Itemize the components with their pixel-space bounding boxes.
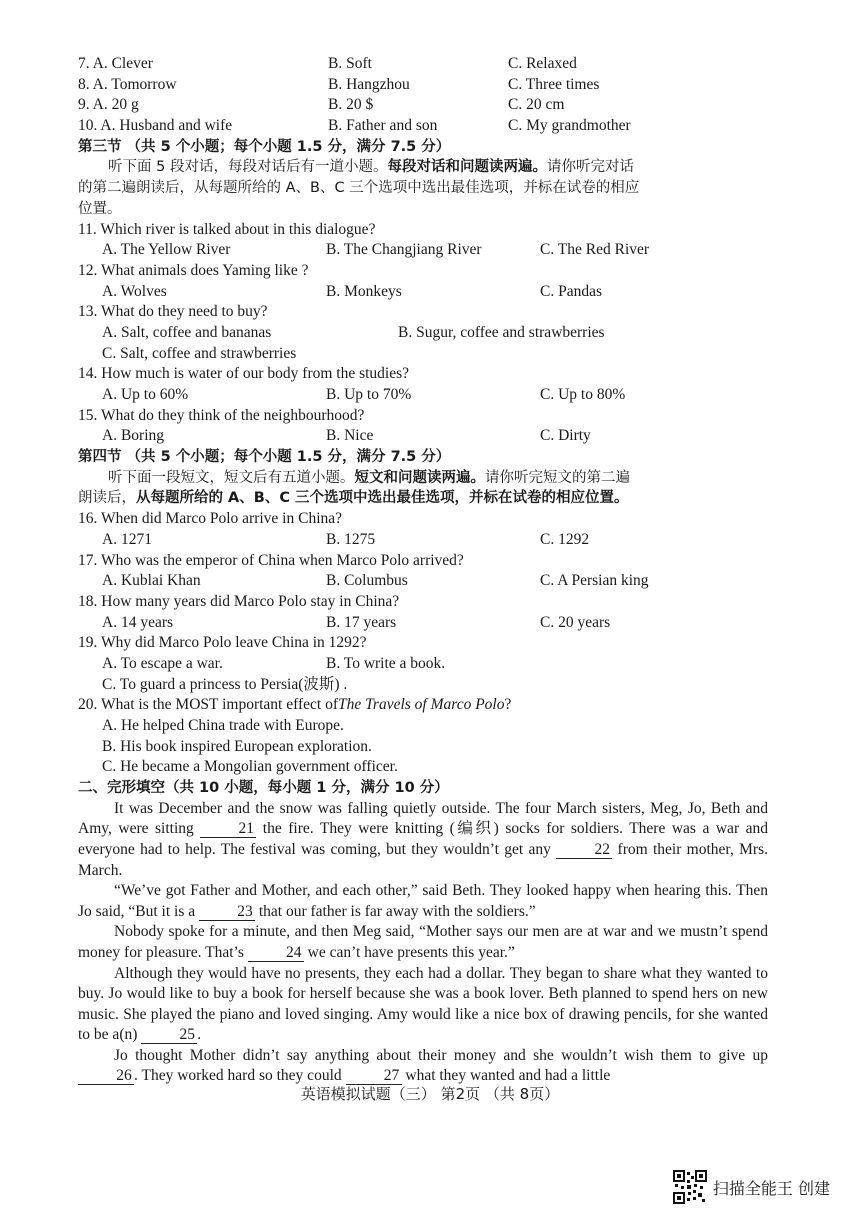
option-a: 10. A. Husband and wife — [78, 117, 233, 135]
section4-heading: 第四节 （共 5 个小题；每个小题 1.5 分，满分 7.5 分） — [78, 449, 451, 466]
option-b: B. 17 years — [326, 613, 397, 631]
option-a: A. Salt, coffee and bananas — [102, 323, 272, 341]
question-14: 14. How much is water of our body from the studies? — [78, 365, 410, 383]
passage-text: . They worked hard so they could — [134, 1067, 342, 1085]
option-b: B. His book inspired European exploration. — [102, 737, 372, 755]
question-16: 16. When did Marco Polo arrive in China? — [78, 510, 343, 528]
section4-instruction-part: 请你听完短文的第二遍 — [485, 469, 630, 486]
option-c: C. A Persian king — [540, 572, 649, 590]
section3-instruction-bold: 每段对话和问题读两遍。 — [387, 159, 547, 176]
blank-26: 26 — [78, 1067, 134, 1085]
option-a: A. The Yellow River — [102, 241, 231, 259]
passage-text: “We’ve got Father and Mother, and each other,” said Beth. They looked happy when hearing this. Then Jo said, “But it is a — [78, 882, 768, 920]
watermark-text: 扫描全能王 创建 — [712, 1178, 830, 1198]
blank-25: 25 — [141, 1026, 197, 1044]
cloze-paragraph-4 — [78, 964, 768, 1046]
cloze-heading: 二、完形填空（共 10 小题，每小题 1 分，满分 10 分） — [78, 780, 449, 797]
passage-text: Although they would have no presents, they each had a dollar. They began to share what they wanted to buy. Jo would like to buy a book for herself because she was a book lover. Beth planned to spend hers on new music. She played the piano and loved singing. Amy would like a nice box of drawing pencils, for she wanted to be a(n) — [78, 964, 768, 1044]
question-13-options — [78, 323, 768, 344]
question-17: 17. Who was the emperor of China when Marco Polo arrived? — [78, 551, 464, 569]
question-11: 11. Which river is talked about in this dialogue? — [78, 220, 376, 238]
passage-text: . — [197, 1026, 202, 1044]
section3-instruction-part: 听下面 5 段对话，每段对话后有一道小题。 — [108, 159, 388, 176]
question-17-options — [78, 571, 768, 592]
page-footer: 英语模拟试题（三） 第2页 （共 8页） — [300, 1085, 560, 1103]
scanner-watermark — [673, 1170, 830, 1204]
option-c: C. Salt, coffee and strawberries — [102, 344, 297, 362]
passage-text: what they wanted and had a little — [405, 1067, 611, 1085]
option-c: C. 1292 — [540, 530, 590, 548]
option-row-10 — [78, 116, 768, 137]
blank-27: 27 — [346, 1067, 402, 1085]
section4-instruction-line1 — [78, 468, 768, 489]
option-c: C. He became a Mongolian government officer. — [102, 758, 398, 776]
section4-instruction-part: 听下面一段短文，短文后有五道小题。 — [108, 469, 355, 486]
question-20-option-c-row — [78, 757, 768, 778]
question-16-options — [78, 530, 768, 551]
option-a: A. To escape a war. — [102, 654, 223, 672]
option-c: C. 20 years — [540, 613, 611, 631]
option-row-8 — [78, 75, 768, 96]
question-15: 15. What do they think of the neighbourhood? — [78, 406, 365, 424]
question-20-mark: ? — [504, 696, 512, 714]
question-12: 12. What animals does Yaming like ? — [78, 261, 309, 279]
passage-text: It was December and the snow was falling quietly outside. The four March sisters, Meg, Jo, Beth and Amy, were sitting — [78, 799, 768, 838]
option-a: A. He helped China trade with Europe. — [102, 717, 344, 734]
cloze-passage — [78, 799, 768, 1087]
option-a: 8. A. Tomorrow — [78, 75, 177, 93]
question-14-options — [78, 385, 768, 406]
qr-code-icon — [673, 1170, 707, 1204]
option-a: A. Boring — [102, 427, 164, 445]
cloze-paragraph-3 — [78, 922, 768, 963]
option-b: B. The Changjiang River — [326, 241, 482, 259]
question-13: 13. What do they need to buy? — [78, 303, 268, 321]
question-12-options — [78, 282, 768, 303]
option-c: C. My grandmother — [508, 117, 631, 135]
section3-heading: 第三节 （共 5 个小题；每个小题 1.5 分，满分 7.5 分） — [78, 138, 451, 155]
question-19-options — [78, 654, 768, 675]
passage-text: we can’t have presents this year.” — [307, 943, 515, 961]
option-b: B. Sugur, coffee and strawberries — [398, 323, 605, 341]
section4-instruction-bold: 从每题所给的 A、B、C 三个选项中选出最佳选项，并标在试卷的相应位置。 — [136, 490, 629, 507]
blank-21: 21 — [200, 820, 256, 838]
options-block-top — [78, 54, 768, 137]
option-c: C. Three times — [508, 75, 600, 93]
option-c: C. Dirty — [540, 427, 591, 445]
section4-instruction-line2 — [78, 488, 768, 509]
option-b: B. Nice — [326, 427, 374, 445]
passage-text: from their mother, Mrs. March. — [78, 840, 768, 879]
exam-page — [78, 54, 768, 1087]
question-19: 19. Why did Marco Polo leave China in 1292? — [78, 634, 367, 652]
option-a: A. Wolves — [102, 282, 167, 300]
option-c: C. 20 cm — [508, 96, 565, 114]
section3-instruction-line1 — [78, 157, 768, 178]
option-a: 7. A. Clever — [78, 55, 153, 72]
option-b: B. Hangzhou — [328, 75, 410, 93]
option-b: B. 20 $ — [328, 96, 374, 114]
section4-instruction-part: 朗读后， — [78, 490, 136, 507]
passage-text: Jo thought Mother didn’t say anything about their money and she wouldn’t wish them to give up — [114, 1046, 768, 1064]
option-b: B. 1275 — [326, 530, 376, 548]
option-b: B. Father and son — [328, 117, 438, 135]
question-20-option-b-row — [78, 737, 768, 758]
option-c: C. Relaxed — [508, 55, 577, 72]
option-b: B. Soft — [328, 55, 372, 72]
section3-instruction-part: 请你听完对话 — [546, 159, 634, 176]
option-a: A. Kublai Khan — [102, 572, 201, 590]
option-b: B. Monkeys — [326, 282, 402, 300]
blank-24: 24 — [248, 944, 304, 962]
blank-22: 22 — [556, 841, 612, 859]
option-b: B. To write a book. — [326, 654, 446, 672]
question-20 — [78, 695, 768, 716]
option-b: B. Up to 70% — [326, 386, 412, 403]
cloze-paragraph-2 — [78, 881, 768, 922]
book-title: The Travels of Marco Polo — [338, 696, 505, 714]
question-20-text: 20. What is the MOST important effect of — [78, 696, 339, 714]
passage-text: Nobody spoke for a minute, and then Meg said, “Mother says our men are at war and we mustn’t spend money for pleasure. That’s — [78, 923, 768, 961]
question-18-options — [78, 613, 768, 634]
option-a: A. 14 years — [102, 613, 174, 631]
cloze-paragraph-5 — [78, 1046, 768, 1087]
question-11-options — [78, 240, 768, 261]
option-c: C. To guard a princess to Persia(波斯) . — [102, 675, 348, 693]
passage-text: that our father is far away with the soldiers.” — [258, 902, 536, 920]
question-20-option-a-row — [78, 716, 768, 737]
passage-text: the fire. They were knitting (编织) socks for soldiers. There was a war and everyone had to help. The festival was coming, but they wouldn’t get any — [78, 820, 768, 858]
cloze-paragraph-1 — [78, 799, 768, 881]
section4-instruction-bold: 短文和问题读两遍。 — [354, 469, 485, 486]
question-13-option-c-row — [78, 344, 768, 365]
section3-instruction-line3: 位置。 — [78, 200, 122, 217]
option-a: A. 1271 — [102, 530, 152, 548]
option-b: B. Columbus — [326, 572, 408, 590]
question-18: 18. How many years did Marco Polo stay in China? — [78, 592, 400, 610]
option-a: A. Up to 60% — [102, 386, 189, 403]
option-c: C. The Red River — [540, 241, 650, 259]
option-c: C. Pandas — [540, 282, 602, 300]
option-row-7 — [78, 54, 768, 75]
question-19-option-c-row — [78, 675, 768, 696]
option-c: C. Up to 80% — [540, 386, 626, 403]
question-15-options — [78, 426, 768, 447]
option-a: 9. A. 20 g — [78, 96, 139, 114]
blank-23: 23 — [199, 903, 255, 921]
section3-instruction-line2: 的第二遍朗读后，从每题所给的 A、B、C 三个选项中选出最佳选项，并标在试卷的相应 — [78, 180, 640, 197]
option-row-9 — [78, 95, 768, 116]
